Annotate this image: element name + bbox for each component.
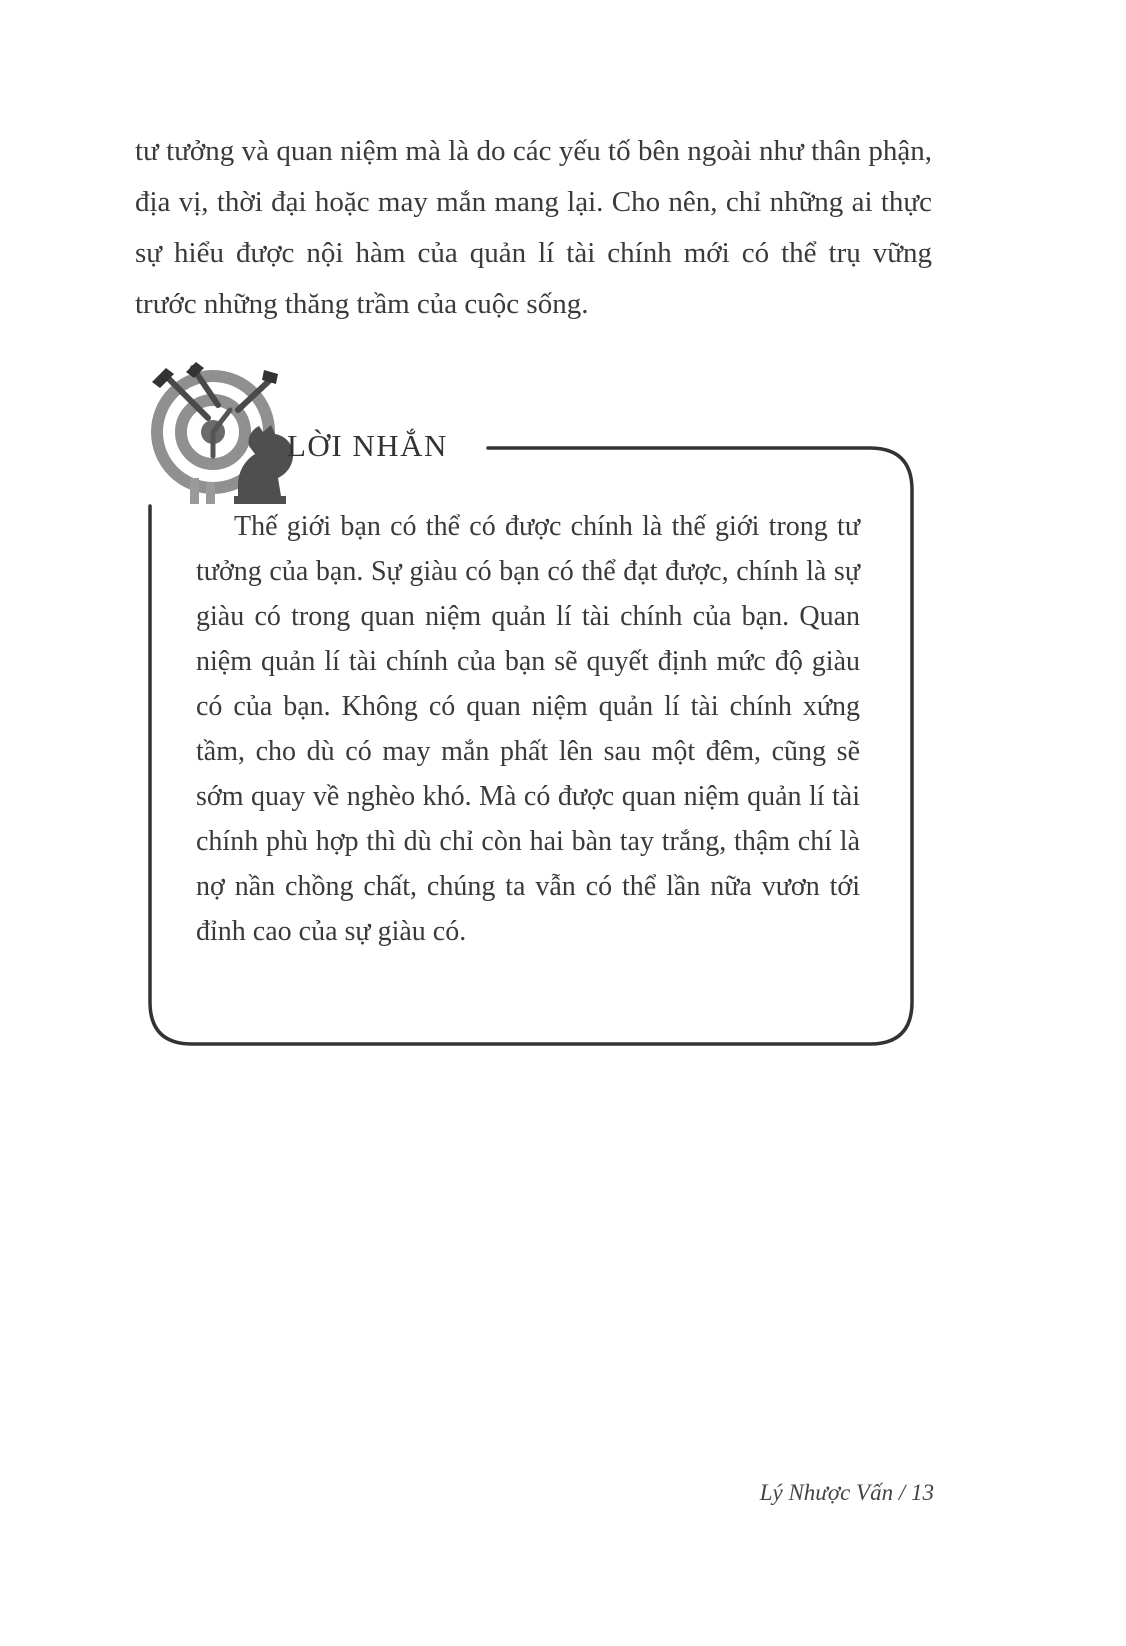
page-footer (760, 1480, 934, 1506)
callout-body: Thế giới bạn có thể có được chính là thế giới trong tư tưởng của bạn. Sự giàu có bạn có thể đạt được, chính là sự giàu có trong quan niệm quản lí tài chính của bạn. Quan niệm quản lí tài chính của bạn sẽ quyết định mức độ giàu có của bạn. Không có quan niệm quản lí tài chính xứng tầm, cho dù có may mắn phất lên sau một đêm, cũng sẽ sớm quay về nghèo khó. Mà có được quan niệm quản lí tài chính phù hợp thì dù chỉ còn hai bàn tay trắng, thậm chí là nợ nần chồng chất, chúng ta vẫn có thể lần nữa vươn tới đỉnh cao của sự giàu có. (196, 511, 860, 947)
footer-divider: / (898, 1480, 906, 1505)
intro-paragraph: tư tưởng và quan niệm mà là do các yếu tố bên ngoài như thân phận, địa vị, thời đại hoặc may mắn mang lại. Cho nên, chỉ những ai thực sự hiểu được nội hàm của quản lí tài chính mới có thể trụ vững trước những thăng trầm của cuộc sống. (135, 135, 932, 320)
footer-author: Lý Nhược Vấn (759, 1480, 894, 1505)
footer-page-number: 13 (911, 1480, 934, 1505)
callout-title: LỜI NHẮN (287, 428, 448, 463)
